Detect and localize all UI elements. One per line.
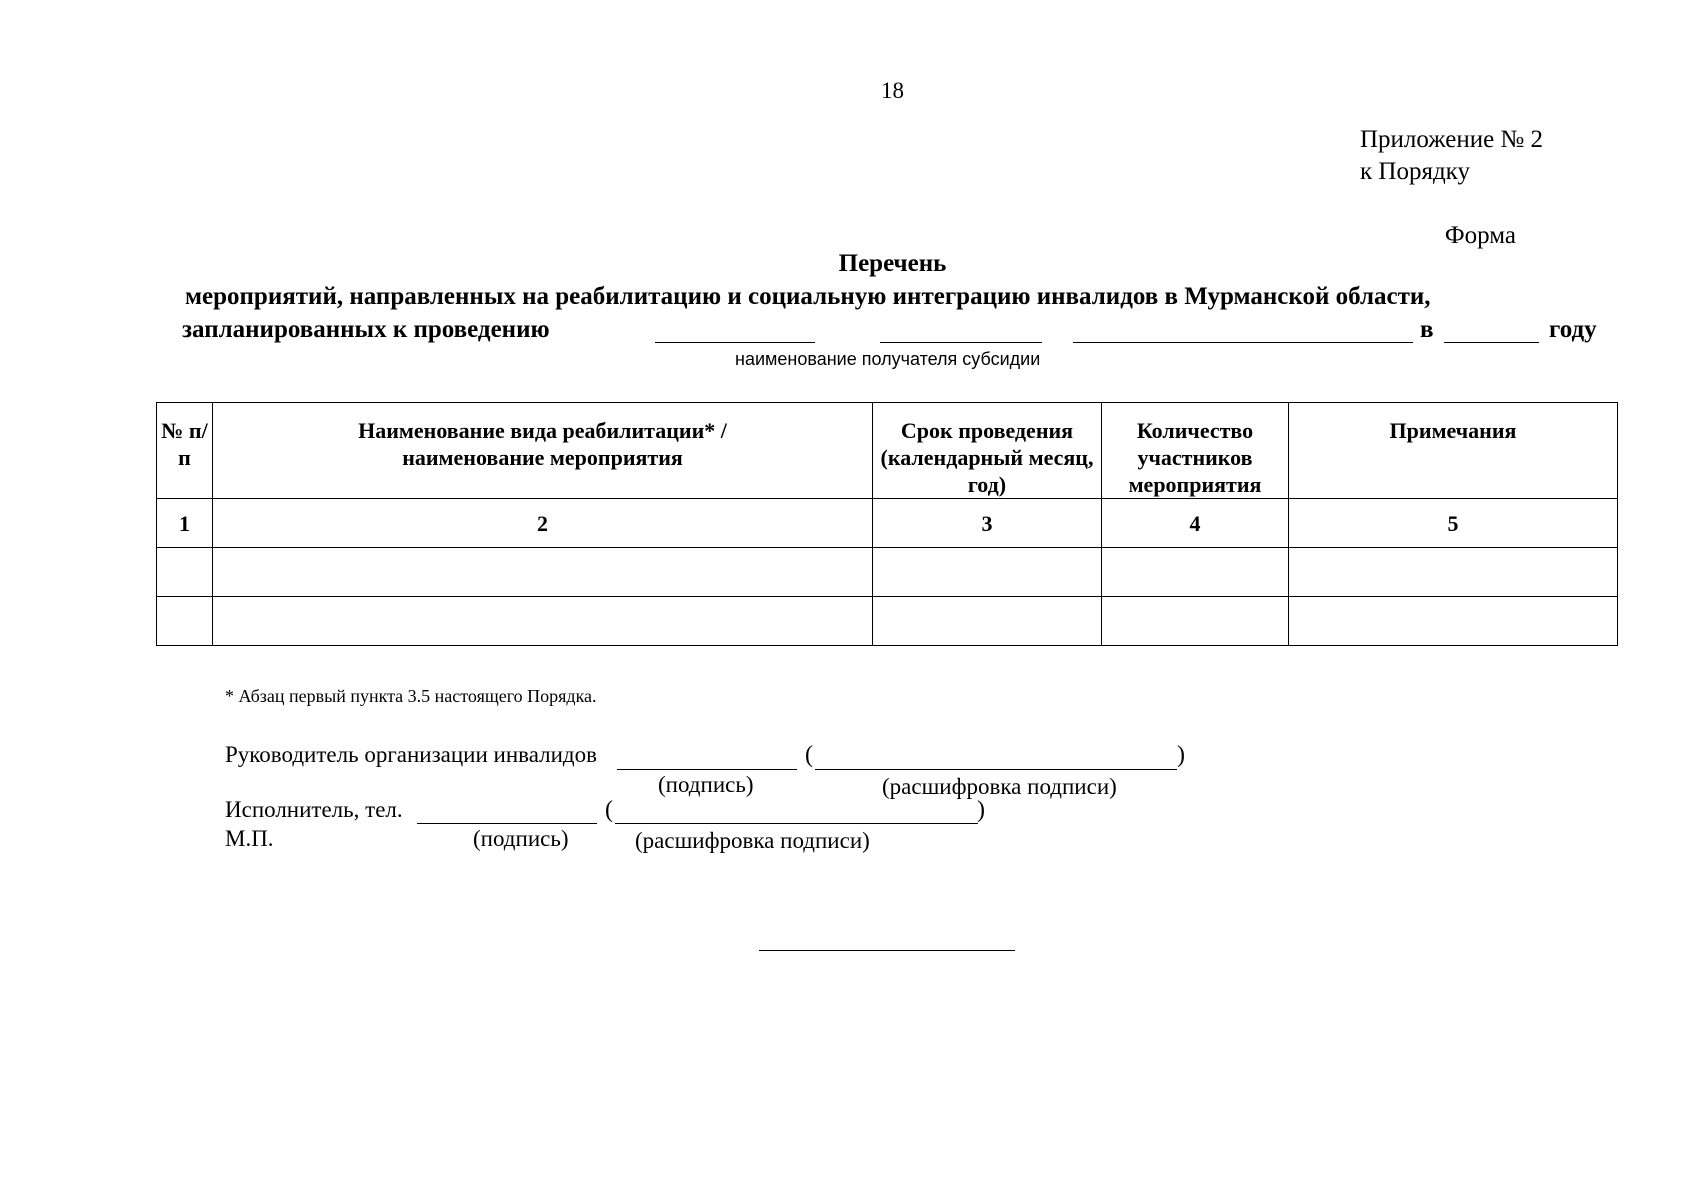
end-divider <box>759 950 1015 951</box>
table-cell[interactable] <box>157 548 213 597</box>
executor-decode-blank[interactable] <box>615 823 978 824</box>
annex-line-2: к Порядку <box>1360 158 1470 185</box>
executor-label: Исполнитель, тел. <box>225 797 403 822</box>
table-cell[interactable] <box>1289 548 1618 597</box>
head-close-paren: ) <box>1177 742 1185 768</box>
header-participants: Количество участников мероприятия <box>1102 403 1289 499</box>
executor-phone-blank[interactable] <box>417 823 597 824</box>
header-notes: Примечания <box>1289 403 1618 499</box>
recipient-blank-2[interactable] <box>880 342 1042 343</box>
head-decode-caption: (расшифровка подписи) <box>882 774 1117 799</box>
table-row <box>157 548 1618 597</box>
column-number-3: 3 <box>873 499 1102 548</box>
footnote: * Абзац первый пункта 3.5 настоящего Порядка. <box>225 686 597 706</box>
table-cell[interactable] <box>873 597 1102 646</box>
table-cell[interactable] <box>157 597 213 646</box>
head-signature-blank[interactable] <box>617 769 797 770</box>
recipient-blank-3[interactable] <box>1073 342 1413 343</box>
header-number: № п/п <box>157 403 213 499</box>
column-number-2: 2 <box>213 499 873 548</box>
year-blank[interactable] <box>1444 342 1539 343</box>
table-number-row <box>157 499 1618 548</box>
annex-block <box>1360 124 1543 188</box>
table-header-row <box>157 403 1618 499</box>
table-cell[interactable] <box>1289 597 1618 646</box>
column-number-5: 5 <box>1289 499 1618 548</box>
column-number-4: 4 <box>1102 499 1289 548</box>
table-cell[interactable] <box>1102 597 1289 646</box>
planned-label: запланированных к проведению <box>182 316 550 343</box>
head-decode-blank[interactable] <box>815 769 1177 770</box>
executor-decode-caption: (расшифровка подписи) <box>635 828 870 853</box>
year-word: году <box>1549 316 1597 343</box>
executor-signature-caption: (подпись) <box>473 826 569 851</box>
column-number-1: 1 <box>157 499 213 548</box>
header-rehab-type: Наименование вида реабилитации* / наименование мероприятия <box>213 403 873 499</box>
annex-line-1: Приложение № 2 <box>1360 126 1544 153</box>
table-cell[interactable] <box>213 548 873 597</box>
header-period: Срок проведения (календарный месяц, год) <box>873 403 1102 499</box>
head-label: Руководитель организации инвалидов <box>225 742 597 767</box>
recipient-blank-1[interactable] <box>655 342 815 343</box>
table-row <box>157 597 1618 646</box>
head-signature-caption: (подпись) <box>658 772 754 797</box>
document-title: Перечень <box>838 250 947 277</box>
stamp-label: М.П. <box>225 826 274 851</box>
executor-close-paren: ) <box>977 797 985 823</box>
events-table <box>156 402 1618 646</box>
executor-open-paren: ( <box>605 797 613 823</box>
head-open-paren: ( <box>805 742 813 768</box>
table-cell[interactable] <box>1102 548 1289 597</box>
year-preposition: в <box>1420 316 1434 343</box>
recipient-caption: наименование получателя субсидии <box>735 349 1041 369</box>
table-cell[interactable] <box>213 597 873 646</box>
form-label: Форма <box>1444 222 1516 249</box>
document-subtitle: мероприятий, направленных на реабилитацию и социальную интеграцию инвалидов в Мурманской области, <box>185 283 1431 310</box>
page-number: 18 <box>881 78 904 103</box>
table-cell[interactable] <box>873 548 1102 597</box>
